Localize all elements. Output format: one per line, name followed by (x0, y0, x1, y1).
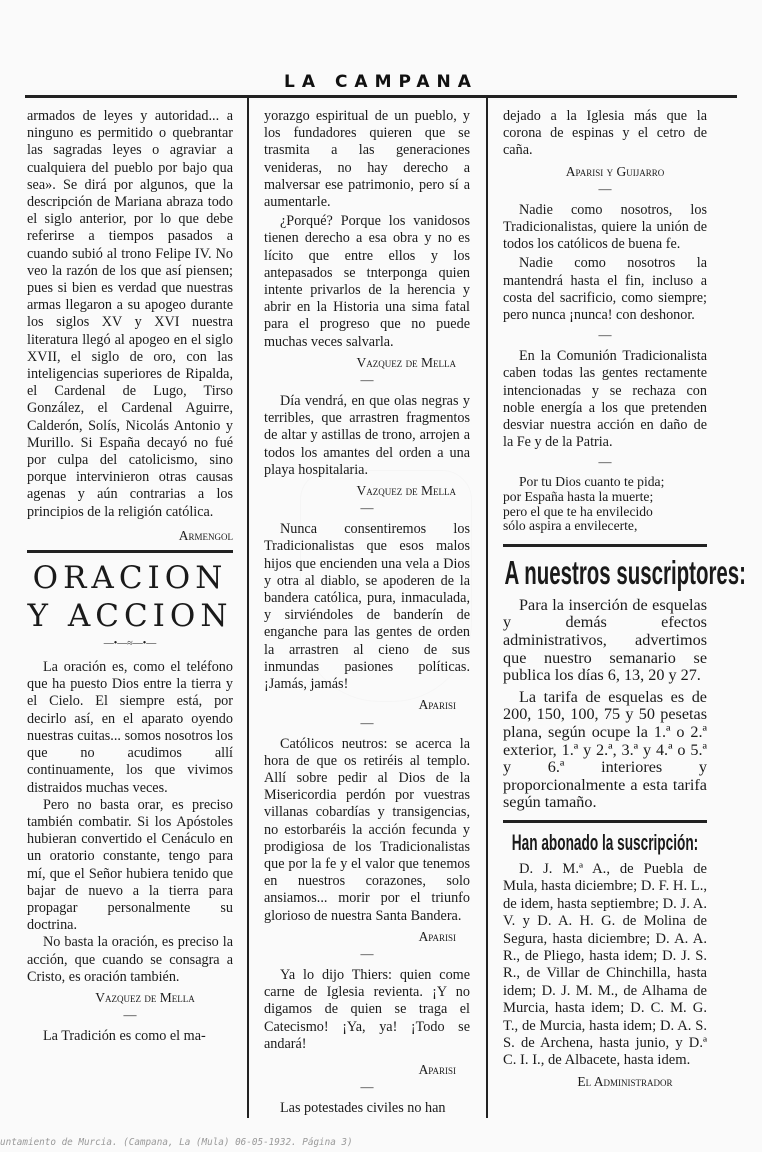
paragraph: yorazgo espiritual de un pueblo, y los fundadores quieren que se trasmita a las generaciones venideras, no hay derecho a malversar ese patrimonio, pero sí a aumentarle. (264, 108, 470, 211)
verse-line: sólo aspira a envilecerte, (503, 518, 638, 534)
signature: El Administrador (577, 1073, 673, 1089)
column-divider (486, 98, 488, 1118)
paragraph: ¿Porqué? Porque los vanidosos tienen derecho a esa obra y no es lícito que entre ellos y los antepasados se tnterponga quien intente privarlos de la herencia y abrir en la Historia una sima fatal para el progreso que no puede muchas veces salvarla. (264, 213, 470, 350)
paragraph: En la Comunión Tradicionalista caben todas las gentes rectamente intencionadas y se rechaza con noble energía a los que pretenden desviar nuestra acción en daño de la Fe y de la Patria. (503, 348, 707, 451)
signature: Aparisi y Guijarro (565, 163, 665, 179)
ornament-divider: —•—≈—•— (103, 638, 157, 650)
paragraph: La tarifa de esquelas es de 200, 150, 100, 75 y 50 pesetas plana, según ocupe la 1.ª o 2.ª exterior, 1.ª y 2.ª, 3.ª y 4.ª o 5.ª y 6.ª interiores y proporcionalmente a esta tarifa según tamaño. (503, 687, 707, 812)
signature: Aparisi (418, 697, 456, 713)
paragraph: Para la inserción de esquelas y demás efectos administrativos, advertimos que nuestro semanario se publica los días 6, 13, 20 y 27. (503, 595, 707, 685)
paragraph: La oración es, como el teléfono que ha puesto Dios entre la tierra y el Cielo. El siempre está, por decirlo así, en el aparato oyendo nuestras cuitas... somos nosotros los que no acudimos allí continuamente, los que vivimos distraidos muchas veces. (27, 659, 233, 796)
article-title-line-1: ORACION (32, 560, 228, 597)
dash-separator: — (598, 454, 612, 470)
dash-separator: — (123, 1007, 137, 1023)
dash-separator: — (360, 500, 374, 516)
verse-line: Por tu Dios cuanto te pida; (519, 474, 665, 490)
paragraph: Día vendrá, en que olas negras y terribles, que arrastren fragmentos de altar y astillas de trono, arrojen a todos los amantes del orden a una playa hospitalaria. (264, 393, 470, 478)
notice-title: A nuestros suscriptores: (504, 553, 746, 591)
masthead: LA CAMPANA (284, 72, 478, 92)
dash-separator: — (360, 945, 374, 961)
verse-line: por España hasta la muerte; (503, 489, 654, 505)
subscriptions-title: Han abonado la suscripción: (511, 829, 699, 855)
paragraph: La Tradición es como el ma- (43, 1028, 206, 1045)
notice-body (503, 597, 707, 812)
paragraph: Nunca consentiremos los Tradicionalistas que esos malos hijos que encienden una vela a Dios y otra al diablo, se apoderen de la bandera católica, pura, inmaculada, y sirviéndoles de banderín de enganche para las gentes de orden la arrastren al cieno de sus inmundas pasiones políticas. ¡Jamás, jamás! (264, 521, 470, 693)
paragraph: Pero no basta orar, es preciso también combatir. Si los Apóstoles hubieran convertido el Cenáculo en un oratorio constante, tengo para mí, que el Señor hubiera tenido que bajar de nuevo a la tierra para propagar personalmente su doctrina. (27, 796, 233, 934)
dash-separator: — (598, 327, 612, 343)
dash-separator: — (360, 714, 374, 730)
paragraph: D. J. M.ª A., de Puebla de Mula, hasta diciembre; D. F. H. L., de idem, hasta septiembre; D. J. A. V. y D. A. H. G. de Molina de Segura, hasta diciembre; D. A. A. R., de Pliego, hasta idem; D. J. S. R., de Villar de Chinchilla, hasta idem; D. J. M. M., de Alhama de Murcia, hasta idem; D. C. M. G. T., de Murcia, hasta idem; D. A. S. S. de Archena, hasta junio, y D.ª C. I. I., de Albacete, hasta idem. (503, 860, 707, 1069)
article-title-line-2: Y ACCION (27, 598, 233, 635)
column-3 (503, 108, 746, 1092)
paragraph: Las potestades civiles no han (280, 1100, 446, 1117)
dash-separator: — (360, 372, 374, 388)
signature: Vazquez de Mella (356, 354, 456, 370)
paragraph: dejado a la Iglesia más que la corona de espinas y el cetro de caña. (503, 108, 707, 159)
paragraph: armados de leyes y autoridad... a ninguno es permitido o quebrantar las sagradas leyes o agraviar a cualquiera del pueblo por bajo qua sea». Se dirá por algunos, que la descripción de Mariana abraza todo el siglo anterior, por lo que debe referirse a tiempos pasados a cuando subió al trono Felipe IV. No veo la razón de los que así piensen; pues si bien es verdad que nuestras armas llegaron a su apogeo durante los siglos XV y XVI nuestra literatura llegó al apogeo en el siglo XVII, el siglo de oro, con las inteligencias superiores de Ripalda, el Cardenal de Lugo, Tirso González, el Cardenal Aguirre, Calderón, Solís, Nicolás Antonio y Murillo. Si España decayó no fué por culpa del catolicismo, sino porque intervinieron otras causas agenas y aún contrarias a los principios de la religión católica. (27, 108, 233, 520)
section-rule (27, 550, 233, 553)
verse-line: pero el que te ha envilecido (503, 503, 653, 519)
paragraph: Ya lo dijo Thiers: quien come carne de Iglesia revienta. ¡Y no digamos de quien se traga el Catecismo! ¡Ya, ya! ¡Todo se andará! (264, 966, 470, 1052)
paragraph: Católicos neutros: se acerca la hora de que os retiréis al templo. Allí sobre pedir al Dios de la Misericordia perdón por vuestras villanas cobardías y transigencias, no estorbaréis la acción fecunda y prodigiosa de los Tradicionalistas que por la fe y el valor que tenemos en nuestros corazones, solo ansiamos... morir por el triunfo glorioso de nuestra Santa Bandera. (264, 735, 470, 924)
signature: Aparisi (418, 1061, 456, 1077)
signature: Vazquez de Mella (356, 483, 456, 499)
paragraph: Nadie como nosotros, los Tradicionalistas, quiere la unión de todos los católicos de buena fe. (503, 201, 707, 253)
column-divider (247, 98, 249, 1118)
verse (503, 475, 707, 533)
dash-separator: — (598, 180, 612, 196)
paragraph: Nadie como nosotros la mantendrá hasta el fin, incluso a costa del sacrificio, como siempre; pero nunca ¡nunca! con deshonor. (503, 255, 707, 324)
signature: Vazquez de Mella (95, 989, 195, 1005)
archive-footer: untamiento de Murcia. (Campana, La (Mula) 06-05-1932. Página 3) (0, 1137, 353, 1148)
dash-separator: — (360, 1079, 374, 1095)
column-1 (27, 108, 233, 1045)
column-2 (264, 108, 470, 1117)
signature: Armengol (178, 527, 233, 543)
paragraph: No basta la oración, es preciso la acción, que cuando se consagra a Cristo, es oración también. (27, 934, 233, 985)
header-rule (25, 95, 737, 98)
section-rule (503, 544, 707, 547)
section-rule (503, 820, 707, 823)
signature: Aparisi (418, 928, 456, 944)
